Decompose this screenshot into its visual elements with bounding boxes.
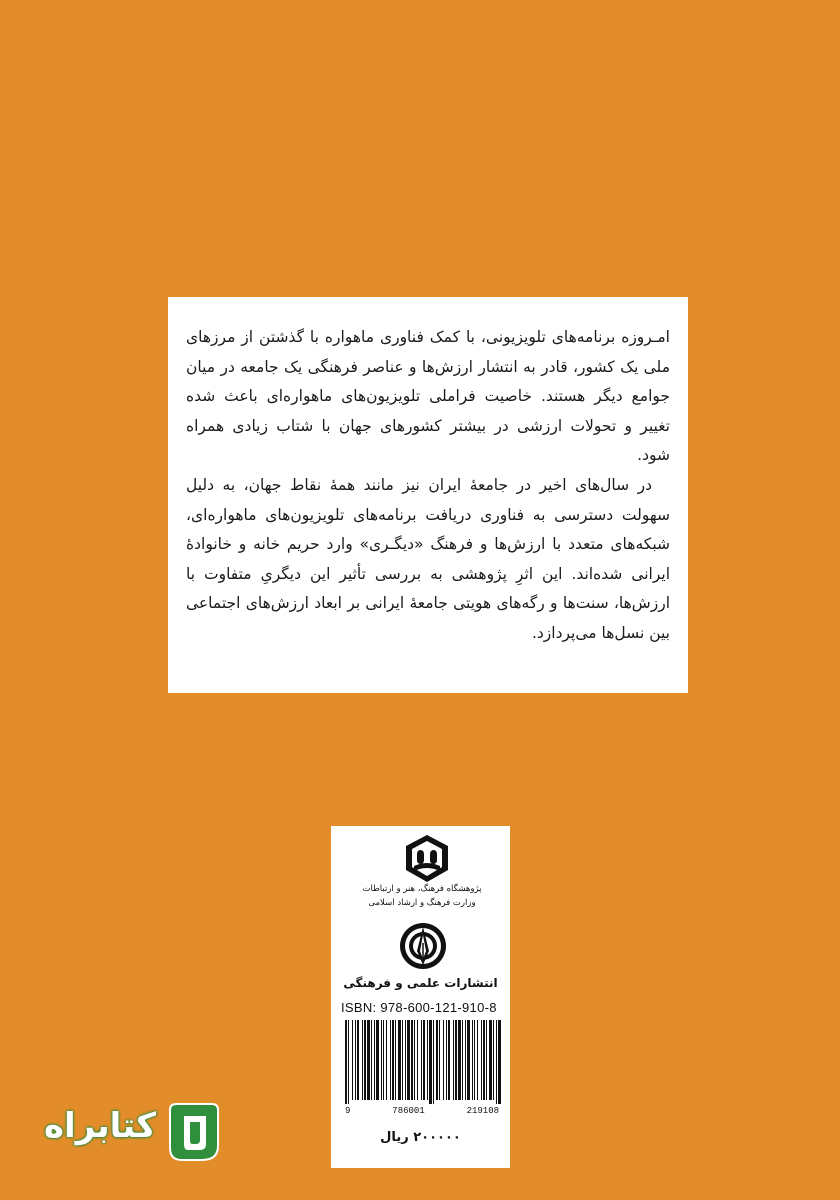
- book-leaf-icon: [162, 1100, 222, 1164]
- isbn-text: ISBN: 978-600-121-910-8: [341, 1000, 497, 1015]
- ketabrah-watermark: [40, 1100, 220, 1164]
- barcode-digits: [343, 1106, 501, 1116]
- research-institute-logo-icon: [400, 832, 454, 886]
- blurb-paragraph-1: امـروزه برنامه‌های تلویزیونی، با کمک فناوری ماهواره با گذشتن از مرزهای ملی یک کشور، قادر به انتشار ارزش‌ها و عناصر فرهنگی یک جامعه در میان جوامع دیگر هستند. خاصیت فراملی تلویزیون‌های ماهواره‌ای باعث شده تغییر و تحولات ارزشی در بیشتر کشورهای جهان با شتاب زیادی همراه شود.: [186, 328, 670, 465]
- barcode-digit-group-2: 786001: [392, 1106, 425, 1116]
- barcode: [343, 1020, 501, 1104]
- back-cover-blurb: [168, 297, 688, 693]
- publisher-imprint-box: [331, 826, 510, 1168]
- price-label: ۲۰۰۰۰۰ ریال: [380, 1130, 461, 1145]
- barcode-digit-group-3: 219108: [466, 1106, 499, 1116]
- publisher1-name-line1: پژوهشگاه فرهنگ، هنر و ارتباطات: [362, 884, 482, 894]
- watermark-text: کتابراه: [43, 1106, 157, 1146]
- publisher1-name-line2: وزارت فرهنگ و ارشاد اسلامی: [368, 898, 476, 908]
- blurb-paragraph-2: در سال‌های اخیر در جامعهٔ ایران نیز مانند همهٔ نقاط جهان، به دلیل سهولت دسترسی به فناوری دریافت برنامه‌های تلویزیون‌های ماهواره‌ای، شبکه‌های متعدد با ارزش‌ها و فرهنگ «دیگـری» وارد حریم خانه و خانوادهٔ ایرانی شده‌اند. این اثرِ پژوهشی به بررسی تأثیر این دیگریِ متفاوت با ارزش‌ها، سنت‌ها و رگه‌های هویتی جامعهٔ ایرانی بر ابعاد ارزش‌های اجتماعی بین نسل‌ها می‌پردازد.: [186, 475, 670, 642]
- barcode-digit-group-1: 9: [345, 1106, 351, 1116]
- publisher-pen-logo-icon: [398, 921, 448, 971]
- publisher2-name: انتشارات علمی و فرهنگی: [343, 976, 498, 990]
